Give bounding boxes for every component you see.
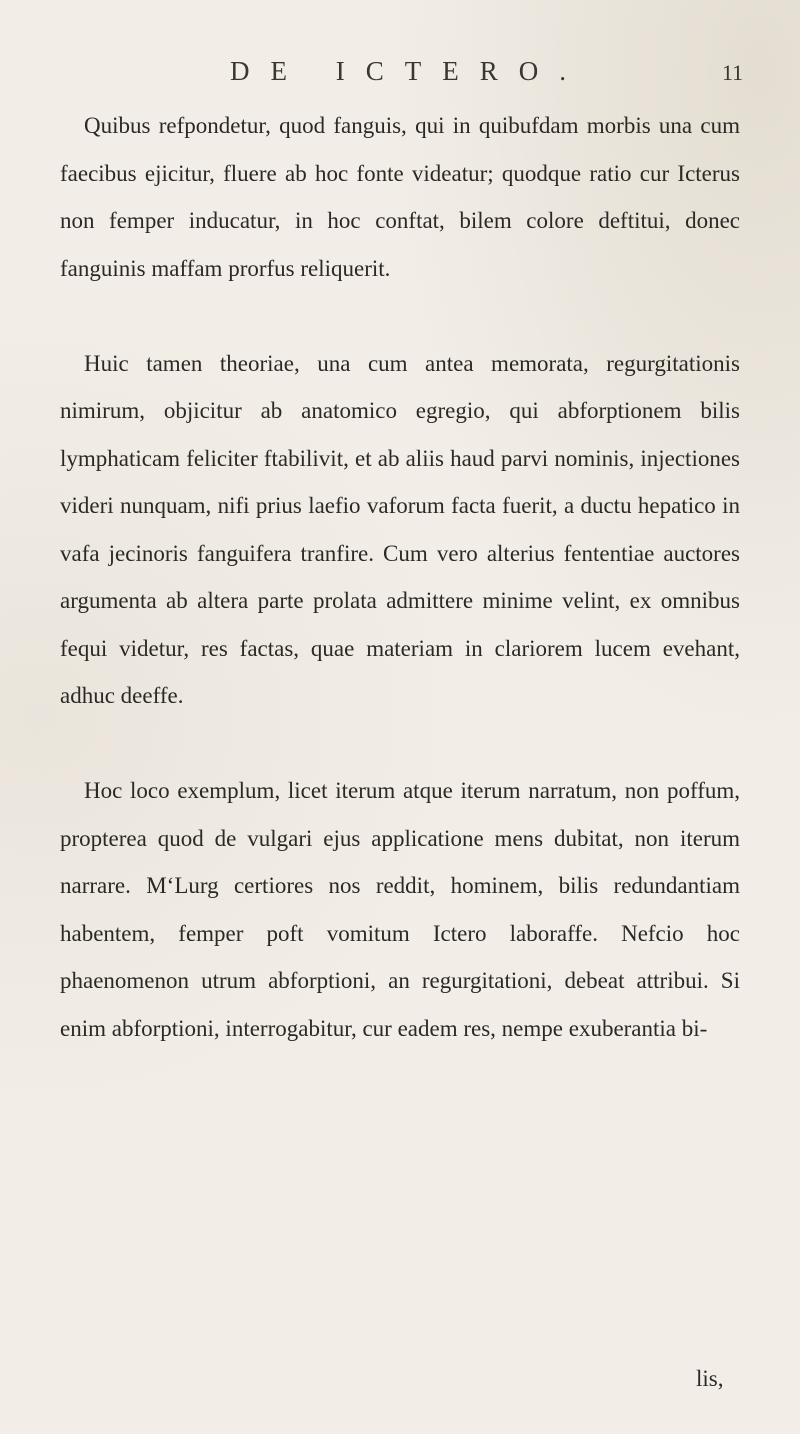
paragraph-1 <box>60 102 740 292</box>
page-header <box>0 56 800 96</box>
running-title: DE ICTERO. <box>230 56 587 86</box>
paragraph-2 <box>60 340 740 720</box>
paragraph-3 <box>60 767 740 1052</box>
page-number: 11 <box>722 60 744 85</box>
catchword: lis, <box>696 1366 724 1391</box>
body-text <box>60 102 740 1052</box>
paragraph-3-text: Hoc loco exemplum, licet iterum atque iterum narratum, non poffum, propterea quod de vulgari ejus applicatione mens dubitat, non iterum narrare. M‘Lurg certiores nos reddit, hominem, bilis redundantiam habentem, femper poft vomitum Ictero laboraffe. Nefcio hoc phaenomenon utrum abforptioni, an regurgitationi, debeat attribui. Si enim abforptioni, interrogabitur, cur eadem res, nempe exuberantia bi- <box>60 778 740 1041</box>
paragraph-1-text: Quibus refpondetur, quod fanguis, qui in quibufdam morbis una cum faecibus ejicitur, fluere ab hoc fonte videatur; quodque ratio cur Icterus non femper inducatur, in hoc conftat, bilem colore deftitui, donec fanguinis maffam prorfus reliquerit. <box>60 113 740 281</box>
paragraph-2-text: Huic tamen theoriae, una cum antea memorata, regurgitationis nimirum, objicitur ab anatomico egregio, qui abforptionem bilis lymphaticam feliciter ftabilivit, et ab aliis haud parvi nominis, injectiones videri nunquam, nifi prius laefio vaforum facta fuerit, a ductu hepatico in vafa jecinoris fanguifera tranfire. Cum vero alterius fententiae auctores argumenta ab altera parte prolata admittere minime velint, ex omnibus fequi videtur, res factas, quae materiam in clariorem lucem evehant, adhuc deeffe. <box>60 350 740 708</box>
